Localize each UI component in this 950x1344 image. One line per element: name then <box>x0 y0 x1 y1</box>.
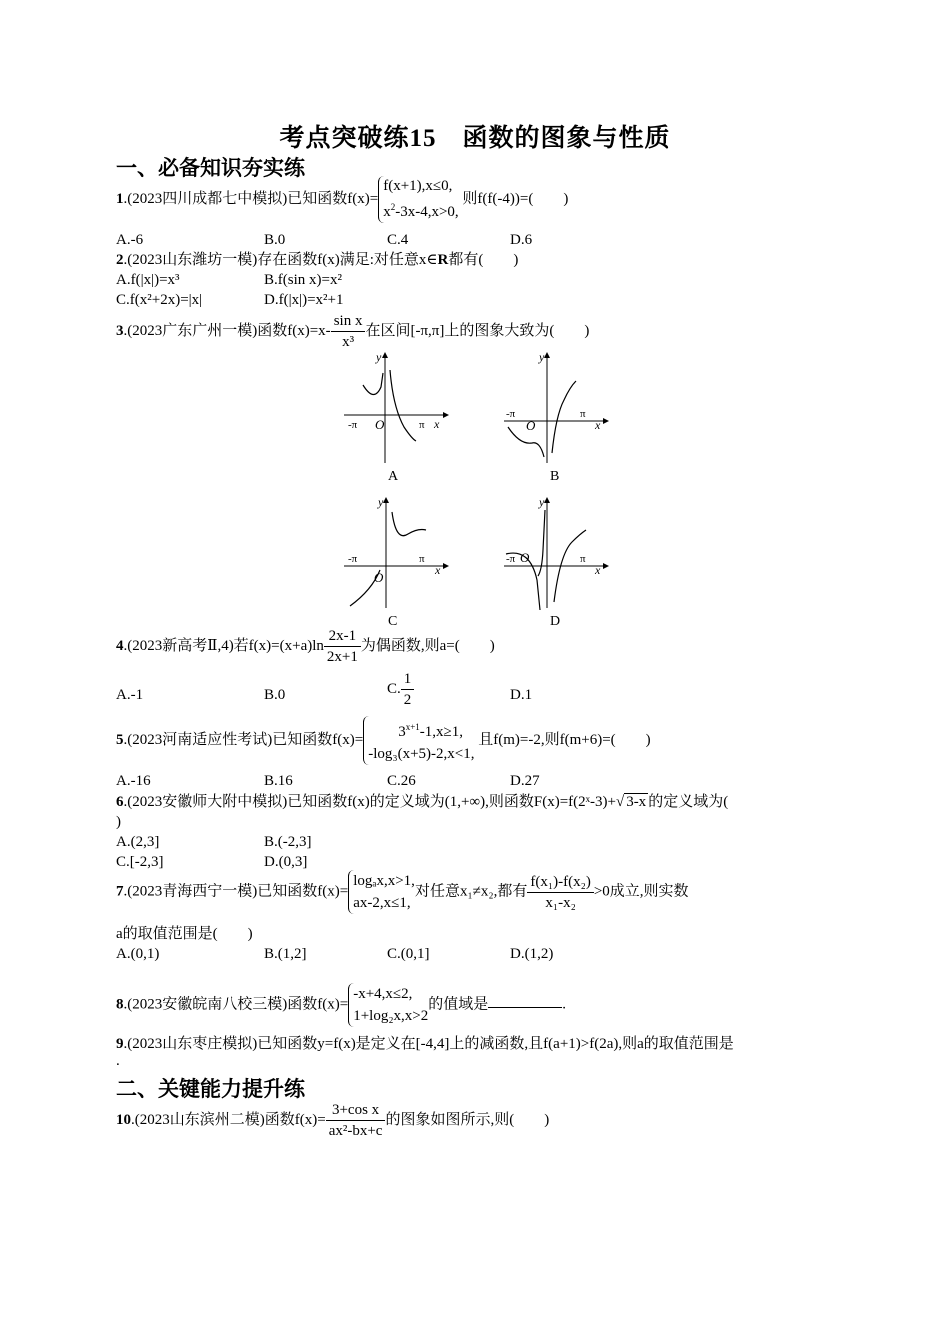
pi-label: π <box>580 553 586 565</box>
graph-d-caption: D <box>550 614 561 629</box>
graph-c <box>344 495 448 629</box>
piecewise-brace: -x+4,x≤2, 1+log₂x,x>2 <box>348 983 428 1027</box>
option-c: C.f(x²+2x)=|x| <box>116 292 203 308</box>
fraction: $\frac{2x-1}{2x+1}$ <box>324 627 361 666</box>
sqrt-expression: 3-x <box>626 794 647 810</box>
question-8: 8.(2023安徽皖南八校三模)函数f(x)= -x+4,x≤2, 1+log₂x,x>2 的值域是 . <box>116 983 566 1027</box>
y-axis-label: y <box>378 495 384 509</box>
question-number: 1 <box>116 190 124 207</box>
neg-pi-label: -π <box>506 553 516 565</box>
option-d: D.27 <box>510 773 540 789</box>
x-axis-label: x <box>595 563 601 577</box>
x-axis-label: x <box>435 563 441 577</box>
piecewise-brace: logₐx,x>1, ax-2,x≤1, <box>348 870 415 914</box>
question-2: 2.(2023山东潍坊一模)存在函数f(x)满足:对任意x∈R都有( ) <box>116 252 519 268</box>
option-d: D.(0,3] <box>264 854 308 870</box>
option-c: C.26 <box>387 773 416 789</box>
origin-label: O <box>374 570 384 585</box>
option-b: B.(1,2] <box>264 946 307 962</box>
option-a: A.-6 <box>116 232 144 248</box>
section-heading-advanced: 二、关键能力提升练 <box>116 1077 305 1101</box>
graph-b-caption: B <box>550 469 560 484</box>
graph-d <box>504 495 608 629</box>
option-b: B.16 <box>264 773 293 789</box>
question-6: 6.(2023安徽师大附中模拟)已知函数f(x)的定义域为(1,+∞),则函数F(x)=f(2ˣ-3)+√ 3-x 的定义域为( <box>116 794 729 810</box>
fraction: $\frac{\text{3+cos x}}{\text{ax²-bx+c}}$ <box>326 1101 386 1140</box>
origin-label: O <box>375 417 385 432</box>
fraction: $\frac{\text{f(x₁)-f(x₂)}}{\text{x₁-x₂}}$ <box>527 873 593 912</box>
question-10: 10.(2023山东滨州二模)函数f(x)= $\frac{\text{3+cos x}}{\text{ax²-bx+c}}$ 的图象如图所示,则( ) <box>116 1102 550 1139</box>
x-axis-label: x <box>595 418 601 432</box>
graph-a-caption: A <box>388 469 399 484</box>
option-d: D.f(|x|)=x²+1 <box>264 292 344 308</box>
option-b: B.(-2,3] <box>264 834 312 850</box>
graph-c-caption: C <box>388 614 398 629</box>
x-axis-label: x <box>434 417 440 431</box>
answer-blank <box>488 995 562 1008</box>
option-b: B.0 <box>264 232 286 248</box>
page-title: 考点突破练15 函数的图象与性质 <box>279 125 671 152</box>
option-d: D.1 <box>510 687 533 703</box>
question-number: 3 <box>116 322 124 339</box>
origin-label: O <box>520 550 530 565</box>
option-a: A.(0,1) <box>116 946 160 962</box>
pi-label: π <box>419 553 425 565</box>
question-number: 7 <box>116 883 124 900</box>
question-number: 2 <box>116 252 124 268</box>
option-d: D.(1,2) <box>510 946 554 962</box>
question-5: 5.(2023河南适应性考试)已知函数f(x)= $3^{x+1}-1,x\ge 1$, -log₃(x+5)-2,x<1, 且f(m)=-2,则f(m+6)=( ) <box>116 716 651 765</box>
y-axis-label: y <box>539 350 545 364</box>
y-axis-label: y <box>376 350 382 364</box>
option-c: C.[-2,3] <box>116 854 164 870</box>
piecewise-brace: $3^{x+1}-1,x\ge 1$, -log₃(x+5)-2,x<1, <box>363 716 474 765</box>
option-a: A.-1 <box>116 687 144 703</box>
pi-label: π <box>419 419 425 431</box>
option-a: A.(2,3] <box>116 834 160 850</box>
neg-pi-label: -π <box>506 408 516 420</box>
option-b: B.f(sin x)=x² <box>264 272 342 288</box>
neg-pi-label: -π <box>348 553 358 565</box>
question-1: 1.(2023四川成都七中模拟)已知函数f(x)= f(x+1),x≤0, $x^2-3x-4,x>0$, 则f(f(-4))=( ) <box>116 176 568 223</box>
fraction: $\frac{\text{sin x}}{\text{x³}}$ <box>331 312 366 351</box>
origin-label: O <box>526 418 536 433</box>
q3-graphs <box>330 345 620 630</box>
option-c: C.4 <box>387 232 409 248</box>
option-a: A.-16 <box>116 773 151 789</box>
option-c: C.(0,1] <box>387 946 430 962</box>
question-4: 4.(2023新高考Ⅱ,4)若f(x)=(x+a)ln $\frac{2x-1}{2x+1}$ 为偶函数,则a=( ) <box>116 628 495 665</box>
question-number: 4 <box>116 637 124 654</box>
option-d: D.6 <box>510 232 533 248</box>
question-number: 5 <box>116 731 124 748</box>
option-a: A.f(|x|)=x³ <box>116 272 180 288</box>
question-number: 8 <box>116 996 124 1013</box>
question-number: 10 <box>116 1111 131 1128</box>
question-3: 3.(2023广东广州一模)函数f(x)=x- $\frac{\text{sin x}}{\text{x³}}$ 在区间[-π,π]上的图象大致为( ) <box>116 313 590 350</box>
option-b: B.0 <box>264 687 286 703</box>
y-axis-label: y <box>539 495 545 509</box>
piecewise-brace: f(x+1),x≤0, $x^2-3x-4,x>0$, <box>378 176 458 223</box>
section-heading-basic: 一、必备知识夯实练 <box>116 156 305 180</box>
option-c: C. $\frac{1}{2}$ <box>387 670 414 709</box>
question-number: 6 <box>116 794 124 810</box>
question-9: 9.(2023山东枣庄模拟)已知函数y=f(x)是定义在[-4,4]上的减函数,且f(a+1)>f(2a),则a的取值范围是 <box>116 1036 734 1052</box>
question-7: 7.(2023青海西宁一模)已知函数f(x)= logₐx,x>1, ax-2,x≤1, 对任意x₁≠x₂,都有 $\frac{\text{f(x₁)-f(x₂)}}{\text{x₁-x₂}}$ >0成立,则实数 <box>116 870 689 914</box>
graph-a <box>344 350 448 484</box>
neg-pi-label: -π <box>348 419 358 431</box>
graph-b <box>504 350 608 484</box>
pi-label: π <box>580 408 586 420</box>
question-number: 9 <box>116 1036 124 1052</box>
